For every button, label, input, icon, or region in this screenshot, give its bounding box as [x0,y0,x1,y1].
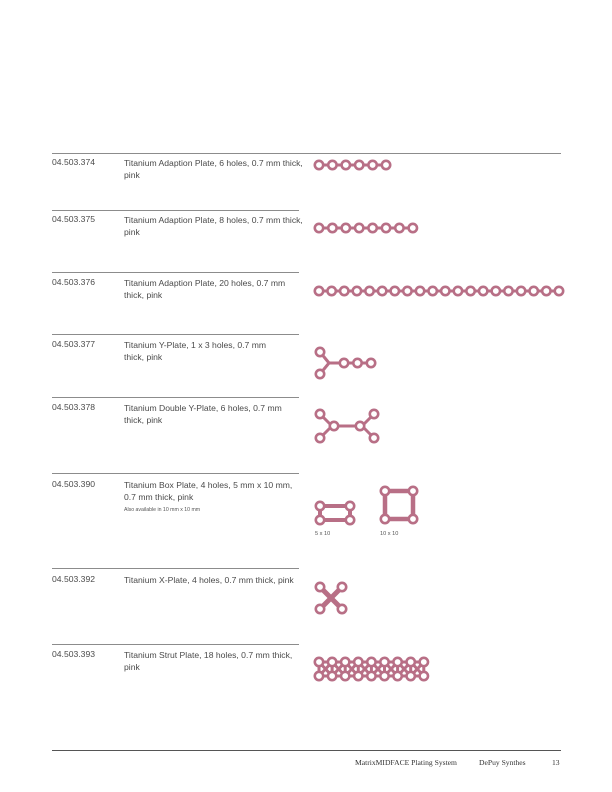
adaption-plate-20-image [312,284,568,298]
catalog-number: 04.503.375 [52,214,96,224]
product-description: Titanium Adaption Plate, 8 holes, 0.7 mm thick, pink [124,215,303,237]
product-description: Titanium Y-Plate, 1 x 3 holes, 0.7 mm thick, pink [124,340,267,362]
plate-hole [315,672,323,680]
plate-hole [380,672,388,680]
footer-system-name: MatrixMIDFACE Plating System [355,758,457,767]
plate-hole [393,672,401,680]
footer-brand: DePuy Synthes [479,758,526,767]
plate-hole [416,287,424,295]
plate-hole [542,287,550,295]
catalog-number: 04.503.376 [52,277,96,287]
box-plate-10x10-image [378,484,420,526]
product-description: Titanium Adaption Plate, 20 holes, 0.7 mm thick, pink [124,278,286,300]
double-y-plate-image [312,406,382,446]
product-description: Titanium Adaption Plate, 6 holes, 0.7 mm thick, pink [124,158,303,180]
plate-hole [492,287,500,295]
entry-divider [52,397,299,398]
catalog-number: 04.503.377 [52,339,96,349]
box-large-caption: 10 x 10 [380,531,399,537]
catalog-number: 04.503.393 [52,649,96,659]
plate-hole [341,658,349,666]
product-description: Titanium X-Plate, 4 holes, 0.7 mm thick, pink [124,575,294,585]
x-plate-image [313,580,349,616]
plate-hole [315,287,323,295]
box-plate-5x10-image [312,500,358,526]
availability-note: Also available in 10 mm x 10 mm [124,507,201,513]
plate-hole [530,287,538,295]
plate-hole [393,658,401,666]
plate-hole [407,658,415,666]
plate-hole [353,287,361,295]
plate-hole [327,287,335,295]
plate-hole [428,287,436,295]
entry-divider [52,568,299,569]
plate-hole [378,287,386,295]
plate-hole [354,658,362,666]
adaption-plate-8-image [312,221,422,235]
entry-divider [52,272,299,273]
plate-hole [367,658,375,666]
footer-rule [52,750,561,751]
plate-hole [354,672,362,680]
product-description: Titanium Double Y-Plate, 6 holes, 0.7 mm thick, pink [124,403,282,425]
plate-hole [328,658,336,666]
plate-hole [341,672,349,680]
plate-hole [315,658,323,666]
plate-hole [441,287,449,295]
entry-divider [52,644,299,645]
y-plate-image [312,345,378,381]
plate-hole [367,672,375,680]
product-description: Titanium Strut Plate, 18 holes, 0.7 mm thick, pink [124,650,293,672]
product-description [124,479,306,514]
catalog-number: 04.503.392 [52,574,96,584]
plate-hole [407,672,415,680]
entry-divider [52,334,299,335]
catalog-number: 04.503.390 [52,479,96,489]
strut-plate-image [312,655,442,683]
product-description-text: Titanium Box Plate, 4 holes, 5 mm x 10 mm, 0.7 mm thick, pink [124,480,293,502]
adaption-plate-6-image [312,158,396,172]
plate-hole [391,287,399,295]
entry-divider [52,473,299,474]
plate-hole [380,658,388,666]
plate-hole [454,287,462,295]
catalog-number: 04.503.374 [52,157,96,167]
top-rule [52,153,561,154]
plate-hole [403,287,411,295]
catalog-number: 04.503.378 [52,402,96,412]
plate-hole [420,672,428,680]
plate-hole [328,672,336,680]
plate-hole [555,287,563,295]
plate-hole [466,287,474,295]
plate-hole [365,287,373,295]
plate-hole [504,287,512,295]
plate-hole [340,287,348,295]
plate-hole [479,287,487,295]
entry-divider [52,210,299,211]
box-small-caption: 5 x 10 [315,531,331,537]
plate-hole [420,658,428,666]
plate-hole [517,287,525,295]
page-number: 13 [552,758,560,767]
